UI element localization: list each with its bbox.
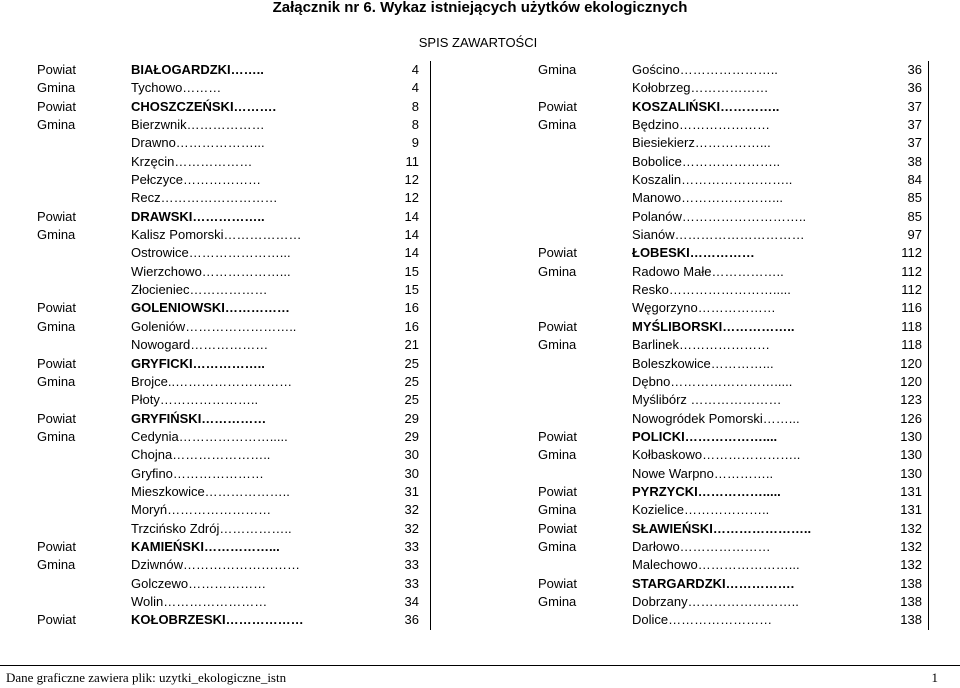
toc-entry[interactable] (536, 61, 928, 79)
entry-type: Gmina (37, 80, 76, 96)
entry-page: 29 (404, 410, 419, 426)
toc-entry[interactable] (536, 520, 928, 538)
entry-name: Goleniów…………………….. (131, 318, 297, 334)
entry-page: 30 (404, 447, 419, 463)
entry-page: 34 (404, 593, 419, 609)
entry-page: 131 (900, 483, 922, 499)
entry-name: Moryń…………………… (131, 502, 272, 518)
toc-entry[interactable] (0, 208, 432, 226)
toc-entry[interactable] (536, 373, 928, 391)
toc-entry[interactable] (0, 116, 432, 134)
toc-entry[interactable] (0, 538, 432, 556)
entry-name: Wolin…………………… (131, 593, 268, 609)
toc-column-right (536, 61, 928, 630)
column-divider-left (430, 61, 431, 630)
entry-name: GOLENIOWSKI…………… (131, 300, 290, 316)
entry-type: Gmina (538, 62, 577, 77)
entry-name: STARGARDZKI……………. (632, 575, 795, 591)
toc-heading: SPIS ZAWARTOŚCI (418, 35, 538, 50)
entry-page: 12 (404, 190, 419, 206)
entry-name: DRAWSKI…………….. (131, 208, 265, 224)
entry-page: 11 (405, 153, 419, 169)
entry-page: 36 (907, 80, 922, 96)
entry-page: 130 (900, 428, 922, 444)
entry-type: Powiat (37, 208, 77, 224)
entry-name: Pełczyce……………… (131, 172, 262, 188)
toc-entry[interactable] (536, 538, 928, 556)
entry-name: Manowo…………………... (632, 190, 783, 206)
toc-entry[interactable] (536, 281, 928, 299)
entry-name: Wierzchowo………………... (131, 263, 291, 279)
page-number: 1 (931, 670, 938, 685)
entry-name: PYRZYCKI……………..... (632, 483, 781, 499)
entry-page: 32 (404, 520, 419, 536)
entry-name: BIAŁOGARDZKI…….. (131, 62, 264, 77)
entry-name: Nowogard……………… (131, 337, 269, 353)
toc-entry[interactable] (0, 134, 432, 152)
entry-page: 8 (411, 117, 419, 133)
toc-entry[interactable] (0, 281, 432, 299)
toc-entry[interactable] (0, 263, 432, 281)
entry-page: 97 (907, 227, 922, 243)
entry-page: 138 (900, 575, 922, 591)
entry-type: Gmina (37, 428, 76, 444)
entry-page: 118 (901, 337, 922, 353)
entry-type: Gmina (37, 227, 76, 243)
toc-entry[interactable] (0, 556, 432, 574)
toc-entry[interactable] (0, 79, 432, 97)
entry-page: 37 (907, 98, 922, 114)
entry-type: Gmina (538, 502, 577, 518)
entry-page: 14 (404, 245, 419, 261)
entry-type: Powiat (37, 355, 77, 371)
toc-entry[interactable] (0, 391, 432, 409)
entry-name: Nowogródek Pomorski……... (632, 410, 800, 426)
entry-page: 118 (901, 318, 922, 334)
entry-name: Trzcińsko Zdrój…………….. (131, 520, 292, 536)
entry-name: Boleszkowice…………... (632, 355, 774, 371)
entry-name: Ostrowice…………………... (131, 245, 291, 261)
toc-entry[interactable] (0, 611, 432, 629)
entry-page: 25 (404, 392, 419, 408)
toc-entry[interactable] (0, 593, 432, 611)
entry-name: CHOSZCZEŃSKI………. (131, 98, 277, 114)
toc-entry[interactable] (0, 153, 432, 171)
entry-name: KOŁOBRZESKI……………… (131, 612, 304, 628)
entry-page: 38 (907, 153, 922, 169)
column-divider-right (928, 61, 929, 630)
entry-name: KOSZALIŃSKI………….. (632, 98, 780, 114)
entry-page: 132 (900, 557, 922, 573)
entry-page: 33 (404, 575, 419, 591)
entry-name: Kozielice……………….. (632, 502, 770, 518)
entry-page: 9 (411, 135, 419, 151)
entry-page: 8 (411, 98, 419, 114)
entry-page: 112 (901, 282, 922, 298)
toc-entry[interactable] (536, 134, 928, 152)
footer-rule (0, 665, 960, 666)
toc-entry[interactable] (536, 244, 928, 262)
entry-name: Myślibórz ………………… (632, 392, 782, 408)
entry-page: 85 (907, 190, 922, 206)
toc-entry[interactable] (0, 61, 432, 79)
entry-name: Radowo Małe…………….. (632, 263, 784, 279)
toc-entry[interactable] (0, 373, 432, 391)
entry-type: Gmina (37, 373, 76, 389)
entry-name: SŁAWIEŃSKI………………….. (632, 520, 812, 536)
toc-column-left (0, 61, 432, 630)
entry-page: 16 (404, 318, 419, 334)
entry-name: Chojna………………….. (131, 447, 271, 463)
entry-type: Gmina (538, 593, 577, 609)
entry-page: 85 (907, 208, 922, 224)
entry-name: Tychowo……… (131, 80, 222, 96)
entry-page: 31 (404, 483, 419, 499)
toc-entry[interactable] (536, 410, 928, 428)
toc-entry[interactable] (0, 446, 432, 464)
entry-name: Cedynia…………………..... (131, 428, 288, 444)
toc-entry[interactable] (536, 98, 928, 116)
entry-name: Kołbaskowo………………….. (632, 447, 801, 463)
toc-entry[interactable] (536, 79, 928, 97)
toc-entry[interactable] (536, 593, 928, 611)
entry-name: KAMIEŃSKI……………... (131, 538, 280, 554)
entry-page: 33 (404, 538, 419, 554)
entry-type: Powiat (37, 410, 77, 426)
entry-page: 112 (901, 245, 922, 261)
entry-page: 138 (900, 612, 922, 628)
toc-entry[interactable] (0, 410, 432, 428)
entry-page: 32 (404, 502, 419, 518)
entry-page: 132 (900, 538, 922, 554)
toc-entry[interactable] (0, 520, 432, 538)
entry-type: Powiat (538, 520, 578, 536)
entry-type: Powiat (538, 98, 578, 114)
entry-page: 37 (907, 135, 922, 151)
entry-type: Powiat (37, 538, 77, 554)
entry-page: 29 (404, 428, 419, 444)
toc-entry[interactable] (0, 299, 432, 317)
entry-page: 126 (900, 410, 922, 426)
entry-page: 36 (907, 62, 922, 77)
entry-type: Powiat (538, 483, 578, 499)
toc-entry[interactable] (536, 263, 928, 281)
entry-page: 116 (901, 300, 922, 316)
entry-page: 15 (404, 282, 419, 298)
entry-name: GRYFIŃSKI…………… (131, 410, 267, 426)
toc-entry[interactable] (0, 98, 432, 116)
toc-entry[interactable] (0, 226, 432, 244)
entry-name: Węgorzyno……………… (632, 300, 776, 316)
entry-name: Kalisz Pomorski……………… (131, 227, 302, 243)
entry-name: Gościno………………….. (632, 62, 778, 77)
toc-entry[interactable] (0, 428, 432, 446)
entry-name: GRYFICKI…………….. (131, 355, 265, 371)
entry-page: 4 (411, 80, 419, 96)
entry-name: Złocieniec……………… (131, 282, 268, 298)
entry-page: 21 (404, 337, 419, 353)
toc-entry[interactable] (0, 355, 432, 373)
toc-entry[interactable] (536, 465, 928, 483)
toc-entry[interactable] (536, 153, 928, 171)
entry-name: Nowe Warpno………….. (632, 465, 774, 481)
entry-name: Polanów……………………….. (632, 208, 807, 224)
entry-name: Recz……………………… (131, 190, 278, 206)
toc-entry[interactable] (0, 189, 432, 207)
toc-entry[interactable] (536, 556, 928, 574)
entry-page: 37 (907, 117, 922, 133)
entry-type: Powiat (37, 300, 77, 316)
entry-type: Powiat (538, 245, 578, 261)
entry-page: 120 (900, 355, 922, 371)
entry-name: Bobolice………………….. (632, 153, 781, 169)
entry-page: 130 (900, 465, 922, 481)
entry-page: 36 (404, 612, 419, 628)
entry-page: 30 (404, 465, 419, 481)
entry-name: Dolice…………………… (632, 612, 773, 628)
toc-entry[interactable] (536, 208, 928, 226)
entry-name: Darłowo………………… (632, 538, 771, 554)
toc-entry[interactable] (536, 189, 928, 207)
entry-name: Bierzwnik……………… (131, 117, 265, 133)
toc-entry[interactable] (536, 171, 928, 189)
entry-page: 130 (900, 447, 922, 463)
toc-entry[interactable] (536, 226, 928, 244)
toc-entry[interactable] (0, 501, 432, 519)
entry-name: Dziwnów……………………… (131, 557, 301, 573)
toc-entry[interactable] (536, 501, 928, 519)
entry-type: Powiat (538, 428, 578, 444)
entry-type: Gmina (37, 557, 76, 573)
toc-entry[interactable] (536, 318, 928, 336)
toc-entry[interactable] (536, 611, 928, 629)
entry-name: Biesiekierz……………... (632, 135, 771, 151)
entry-name: Płoty………………….. (131, 392, 259, 408)
entry-name: Golczewo……………… (131, 575, 267, 591)
entry-name: Brojce..……………………… (131, 373, 293, 389)
entry-name: ŁOBESKI…………… (632, 245, 755, 261)
entry-name: Mieszkowice……………….. (131, 483, 290, 499)
entry-page: 14 (404, 227, 419, 243)
entry-name: Krzęcin……………… (131, 153, 253, 169)
toc-entry[interactable] (536, 355, 928, 373)
entry-type: Powiat (37, 98, 77, 114)
entry-page: 138 (900, 593, 922, 609)
entry-type: Gmina (538, 337, 577, 353)
entry-page: 123 (900, 392, 922, 408)
toc-entry[interactable] (536, 483, 928, 501)
footer-note: Dane graficzne zawiera plik: uzytki_ekologiczne_istn (6, 670, 287, 685)
toc-entry[interactable] (536, 575, 928, 593)
entry-page: 25 (404, 373, 419, 389)
toc-entry[interactable] (536, 391, 928, 409)
entry-page: 4 (411, 62, 419, 77)
entry-type: Gmina (538, 447, 577, 463)
entry-page: 12 (404, 172, 419, 188)
entry-name: Kołobrzeg……………… (632, 80, 769, 96)
entry-type: Gmina (538, 263, 577, 279)
entry-name: Gryfino………………… (131, 465, 264, 481)
entry-name: Dobrzany…………………….. (632, 593, 799, 609)
document-title: Załącznik nr 6. Wykaz istniejących użytków ekologicznych (272, 0, 688, 16)
toc-entry[interactable] (0, 465, 432, 483)
entry-page: 33 (404, 557, 419, 573)
toc-entry[interactable] (0, 244, 432, 262)
toc-entry[interactable] (0, 171, 432, 189)
toc-entry[interactable] (536, 116, 928, 134)
entry-page: 15 (404, 263, 419, 279)
entry-name: POLICKI……………….... (632, 428, 778, 444)
entry-page: 112 (901, 263, 922, 279)
entry-name: Resko……………………..... (632, 282, 791, 298)
entry-type: Gmina (538, 538, 577, 554)
entry-type: Powiat (538, 318, 578, 334)
toc-entry[interactable] (536, 446, 928, 464)
toc-entry[interactable] (536, 336, 928, 354)
entry-type: Powiat (538, 575, 578, 591)
toc-entry[interactable] (0, 336, 432, 354)
entry-page: 16 (404, 300, 419, 316)
toc-entry[interactable] (0, 318, 432, 336)
entry-name: Dębno……………………..... (632, 373, 793, 389)
toc-entry[interactable] (536, 428, 928, 446)
entry-name: Sianów………………………… (632, 227, 805, 243)
entry-name: Będzino………………… (632, 117, 770, 133)
entry-type: Gmina (538, 117, 577, 133)
toc-entry[interactable] (0, 575, 432, 593)
entry-page: 132 (900, 520, 922, 536)
entry-type: Gmina (37, 318, 76, 334)
entry-name: MYŚLIBORSKI…………….. (632, 318, 795, 334)
entry-type: Powiat (37, 62, 77, 77)
entry-page: 84 (907, 172, 922, 188)
entry-page: 120 (900, 373, 922, 389)
entry-name: Koszalin…………………….. (632, 172, 793, 188)
entry-page: 25 (404, 355, 419, 371)
entry-page: 131 (900, 502, 922, 518)
entry-type: Gmina (37, 117, 76, 133)
entry-name: Malechowo…………………... (632, 557, 800, 573)
toc-entry[interactable] (0, 483, 432, 501)
entry-type: Powiat (37, 612, 77, 628)
entry-page: 14 (404, 208, 419, 224)
entry-name: Drawno………………... (131, 135, 265, 151)
entry-name: Barlinek………………… (632, 337, 770, 353)
toc-entry[interactable] (536, 299, 928, 317)
